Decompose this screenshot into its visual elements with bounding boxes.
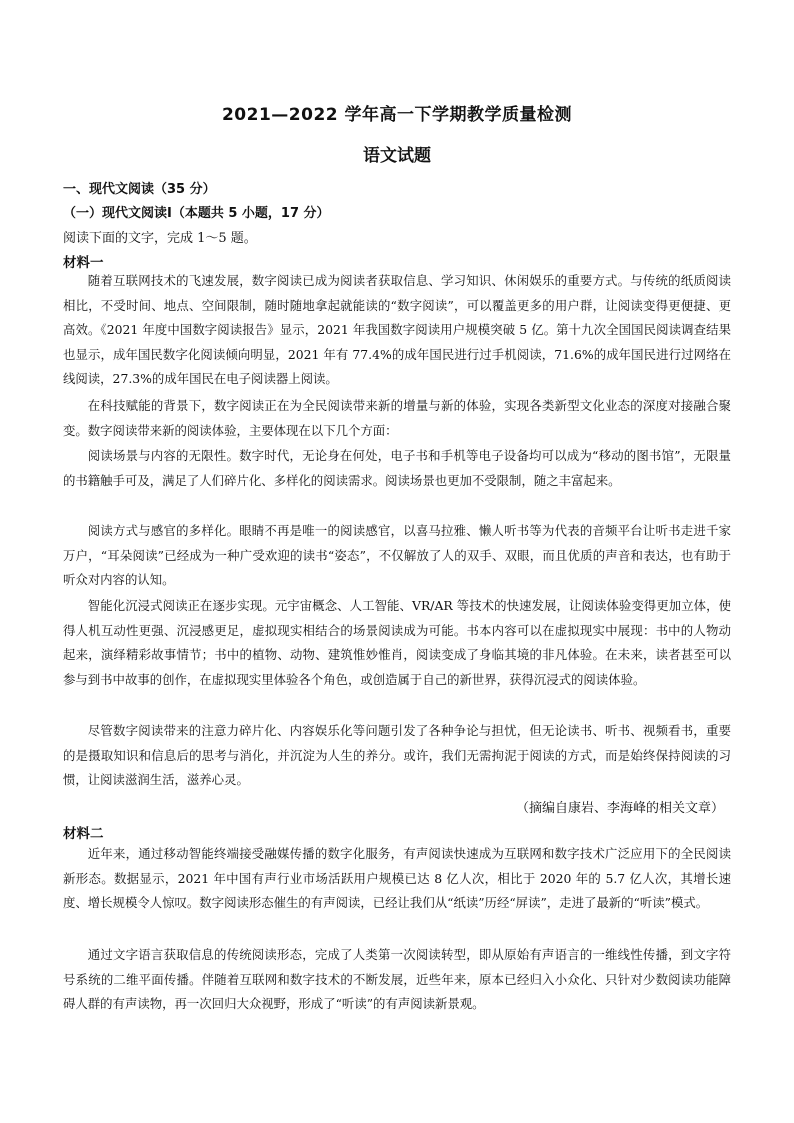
reading-instruction: 阅读下面的文字，完成 1～5 题。 <box>63 231 257 246</box>
material-one-paragraph: 阅读场景与内容的无限性。数字时代，无论身在何处，电子书和手机等电子设备均可以成为“移动的图书馆”，无限量的书籍触手可及，满足了人们碎片化、多样化的阅读需求。阅读场景也更加不受限制，随之丰富起来。 <box>63 448 731 488</box>
material-two-label: 材料二 <box>63 826 104 842</box>
section-heading: 一、现代文阅读（35 分） <box>63 182 216 197</box>
material-one-paragraph: 尽管数字阅读带来的注意力碎片化、内容娱乐化等问题引发了各种争论与担忧，但无论读书、听书、视频看书，重要的是摄取知识和信息后的思考与消化，并沉淀为人生的养分。或许，我们无需拘泥于阅读的方式，而是始终保持阅读的习惯，让阅读滋润生活，滋养心灵。 <box>63 723 731 788</box>
exam-subtitle: 语文试题 <box>363 146 431 166</box>
material-two-paragraph: 近年来，通过移动智能终端接受融媒传播的数字化服务，有声阅读快速成为互联网和数字技术广泛应用下的全民阅读新形态。数据显示，2021 年中国有声行业市场活跃用户规模已达 8 亿人次，相比于 2020 年的 5.7 亿人次，其增长速度、增长规模令人惊叹。数字阅读形态催生的有声阅读，已经让我们从“纸读”历经“屏读”，走进了最新的“听读”模式。 <box>63 846 731 911</box>
material-one-source: （摘编自康岩、李海峰的相关文章） <box>515 801 724 816</box>
material-one-label: 材料一 <box>63 255 104 271</box>
subsection-heading: （一）现代文阅读Ⅰ（本题共 5 小题，17 分） <box>63 206 330 221</box>
material-one-paragraph: 智能化沉浸式阅读正在逐步实现。元宇宙概念、人工智能、VR/AR 等技术的快速发展，让阅读体验变得更加立体，使得人机互动性更强、沉浸感更足，虚拟现实相结合的场景阅读成为可能。书本内容可以在虚拟现实中展现：书中的人物动起来，演绎精彩故事情节；书中的植物、动物、建筑惟妙惟肖，阅读变成了身临其境的非凡体验。在未来，读者甚至可以参与到书中故事的创作，在虚拟现实里体验各个角色，或创造属于自己的新世界，获得沉浸式的阅读体验。 <box>63 598 731 687</box>
material-one-paragraph: 阅读方式与感官的多样化。眼睛不再是唯一的阅读感官，以喜马拉雅、懒人听书等为代表的音频平台让听书走进千家万户，“耳朵阅读”已经成为一种广受欢迎的读书“姿态”，不仅解放了人的双手、双眼，而且优质的声音和表达，也有助于听众对内容的认知。 <box>63 523 731 588</box>
material-one-paragraph: 在科技赋能的背景下，数字阅读正在为全民阅读带来新的增量与新的体验，实现各类新型文化业态的深度对接融合聚变。数字阅读带来新的阅读体验，主要体现在以下几个方面： <box>63 398 731 438</box>
material-two-paragraph: 通过文字语言获取信息的传统阅读形态，完成了人类第一次阅读转型，即从原始有声语言的一维线性传播，到文字符号系统的二维平面传播。伴随着互联网和数字技术的不断发展，近些年来，原本已经归入小众化、只针对少数阅读功能障碍人群的有声读物，再一次回归大众视野，形成了“听读”的有声阅读新景观。 <box>63 947 731 1012</box>
exam-title: 2021—2022 学年高一下学期教学质量检测 <box>221 105 573 125</box>
material-one-paragraph: 随着互联网技术的飞速发展，数字阅读已成为阅读者获取信息、学习知识、休闲娱乐的重要方式。与传统的纸质阅读相比，不受时间、地点、空间限制，随时随地拿起就能读的“数字阅读”，可以覆盖更多的用户群，让阅读变得更便捷、更高效。《2021 年度中国数字阅读报告》显示，2021 年我国数字阅读用户规模突破 5 亿。第十九次全国国民阅读调查结果也显示，成年国民数字化阅读倾向明显，2021 年有 77.4%的成年国民进行过手机阅读，71.6%的成年国民进行过网络在线阅读，27.3%的成年国民在电子阅读器上阅读。 <box>63 273 731 387</box>
